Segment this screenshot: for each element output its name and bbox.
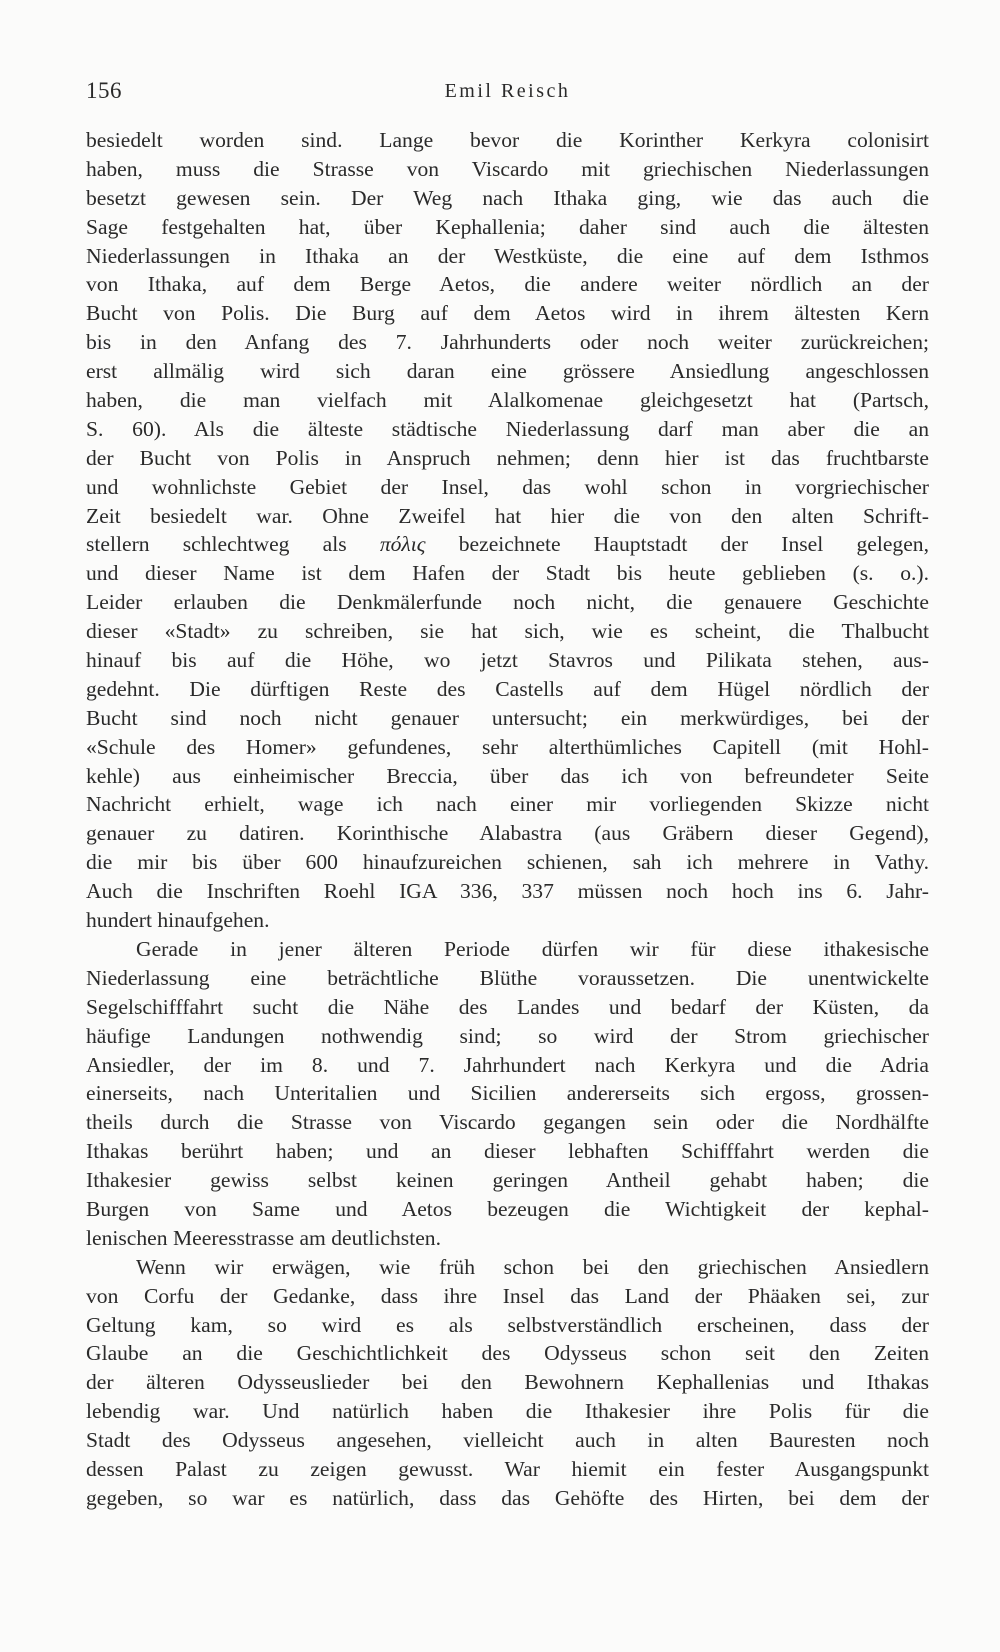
text-line: kehle) aus einheimischer Breccia, über das ich von befreundeter Seite (86, 763, 929, 788)
text-line: S. 60). Als die älteste städtische Niederlassung darf man aber die an (86, 416, 929, 441)
text-line: die mir bis über 600 hinaufzureichen schienen, sah ich mehrere in Vathy. (86, 850, 929, 875)
greek-word: πόλις (379, 532, 426, 557)
text-line (86, 530, 929, 559)
text-line: Gerade in jener älteren Periode dürfen wir für diese ithakesische (136, 936, 929, 961)
text-line: Ithakesier gewiss selbst keinen geringen Antheil gehabt haben; die (86, 1168, 929, 1193)
text-line: haben, muss die Strasse von Viscardo mit griechischen Niederlassungen (86, 156, 929, 181)
text-line: Geltung kam, so wird es als selbstverständlich erscheinen, dass der (86, 1312, 929, 1337)
text-line: von Ithaka, auf dem Berge Aetos, die andere weiter nördlich an der (86, 272, 929, 297)
text-line: Sage festgehalten hat, über Kephallenia; daher sind auch die ältesten (86, 214, 929, 239)
text-line: Leider erlauben die Denkmälerfunde noch nicht, die genauere Geschichte (86, 590, 929, 615)
text-line: der Bucht von Polis in Anspruch nehmen; denn hier ist das fruchtbarste (86, 445, 929, 470)
text-line: bis in den Anfang des 7. Jahrhunderts oder noch weiter zurückreichen; (86, 330, 929, 355)
text-line: Zeit besiedelt war. Ohne Zweifel hat hier die von den alten Schrift- (86, 503, 929, 528)
text-line: Niederlassungen in Ithaka an der Westküste, die eine auf dem Isthmos (86, 243, 929, 268)
text-line: hinauf bis auf die Höhe, wo jetzt Stavros und Pilikata stehen, aus- (86, 648, 929, 673)
text-line: erst allmälig wird sich daran eine grössere Ansiedlung angeschlossen (86, 359, 929, 384)
text-line: Auch die Inschriften Roehl IGA 336, 337 müssen noch hoch ins 6. Jahr- (86, 879, 929, 904)
page-number: 156 (86, 78, 122, 103)
text-line: häufige Landungen nothwendig sind; so wird der Strom griechischer (86, 1023, 929, 1048)
running-title: Emil Reisch (444, 80, 571, 102)
text-line: lebendig war. Und natürlich haben die Ithakesier ihre Polis für die (86, 1399, 929, 1424)
text-line: einerseits, nach Unteritalien und Sicilien andererseits sich ergoss, grossen- (86, 1081, 929, 1106)
body-text (86, 126, 929, 1513)
text-line: Nachricht erhielt, wage ich nach einer mir vorliegenden Skizze nicht (86, 792, 929, 817)
text-line: lenischen Meeresstrasse am deutlichsten. (86, 1225, 441, 1250)
text-segment: bezeichnete Hauptstadt der Insel gelegen, (425, 532, 929, 557)
text-line: Segelschifffahrt sucht die Nähe des Landes und bedarf der Küsten, da (86, 994, 929, 1019)
text-line: dessen Palast zu zeigen gewusst. War hiemit ein fester Ausgangspunkt (86, 1456, 929, 1481)
text-line: besetzt gewesen sein. Der Weg nach Ithaka ging, wie das auch die (86, 185, 929, 210)
text-segment: stellern schlechtweg als (86, 532, 380, 557)
text-line: besiedelt worden sind. Lange bevor die Korinther Kerkyra colonisirt (86, 128, 929, 152)
text-line: Burgen von Same und Aetos bezeugen die Wichtigkeit der kephal- (86, 1196, 929, 1221)
text-line: Glaube an die Geschichtlichkeit des Odysseus schon seit den Zeiten (86, 1341, 929, 1366)
text-line: hundert hinaufgehen. (86, 908, 270, 933)
text-line: Wenn wir erwägen, wie früh schon bei den griechischen Ansiedlern (136, 1254, 929, 1279)
text-line: «Schule des Homer» gefundenes, sehr alterthümliches Capitell (mit Hohl- (86, 734, 929, 759)
text-line: gedehnt. Die dürftigen Reste des Castells auf dem Hügel nördlich der (86, 676, 929, 701)
text-line: genauer zu datiren. Korinthische Alabastra (aus Gräbern dieser Gegend), (86, 821, 929, 846)
text-line: Niederlassung eine beträchtliche Blüthe voraussetzen. Die unentwickelte (86, 965, 929, 990)
text-line: dieser «Stadt» zu schreiben, sie hat sich, wie es scheint, die Thalbucht (86, 619, 929, 644)
text-line: der älteren Odysseuslieder bei den Bewohnern Kephallenias und Ithakas (86, 1370, 929, 1395)
text-line: gegeben, so war es natürlich, dass das Gehöfte des Hirten, bei dem der (86, 1485, 929, 1510)
text-line: Ansiedler, der im 8. und 7. Jahrhundert nach Kerkyra und die Adria (86, 1052, 929, 1077)
text-line: Ithakas berührt haben; und an dieser lebhaften Schifffahrt werden die (86, 1139, 929, 1164)
text-line: Bucht von Polis. Die Burg auf dem Aetos wird in ihrem ältesten Kern (86, 301, 929, 326)
text-line: Stadt des Odysseus angesehen, vielleicht auch in alten Bauresten noch (86, 1428, 929, 1453)
text-line: Bucht sind noch nicht genauer untersucht; ein merkwürdiges, bei der (86, 705, 929, 730)
page-header (86, 74, 929, 110)
text-line: und wohnlichste Gebiet der Insel, das wohl schon in vorgriechischer (86, 474, 929, 499)
text-line: haben, die man vielfach mit Alalkomenae gleichgesetzt hat (Partsch, (86, 388, 929, 413)
text-line: von Corfu der Gedanke, dass ihre Insel das Land der Phäaken sei, zur (86, 1283, 929, 1308)
text-line: und dieser Name ist dem Hafen der Stadt bis heute geblieben (s. o.). (86, 561, 929, 586)
text-line: theils durch die Strasse von Viscardo gegangen sein oder die Nordhälfte (86, 1110, 929, 1135)
